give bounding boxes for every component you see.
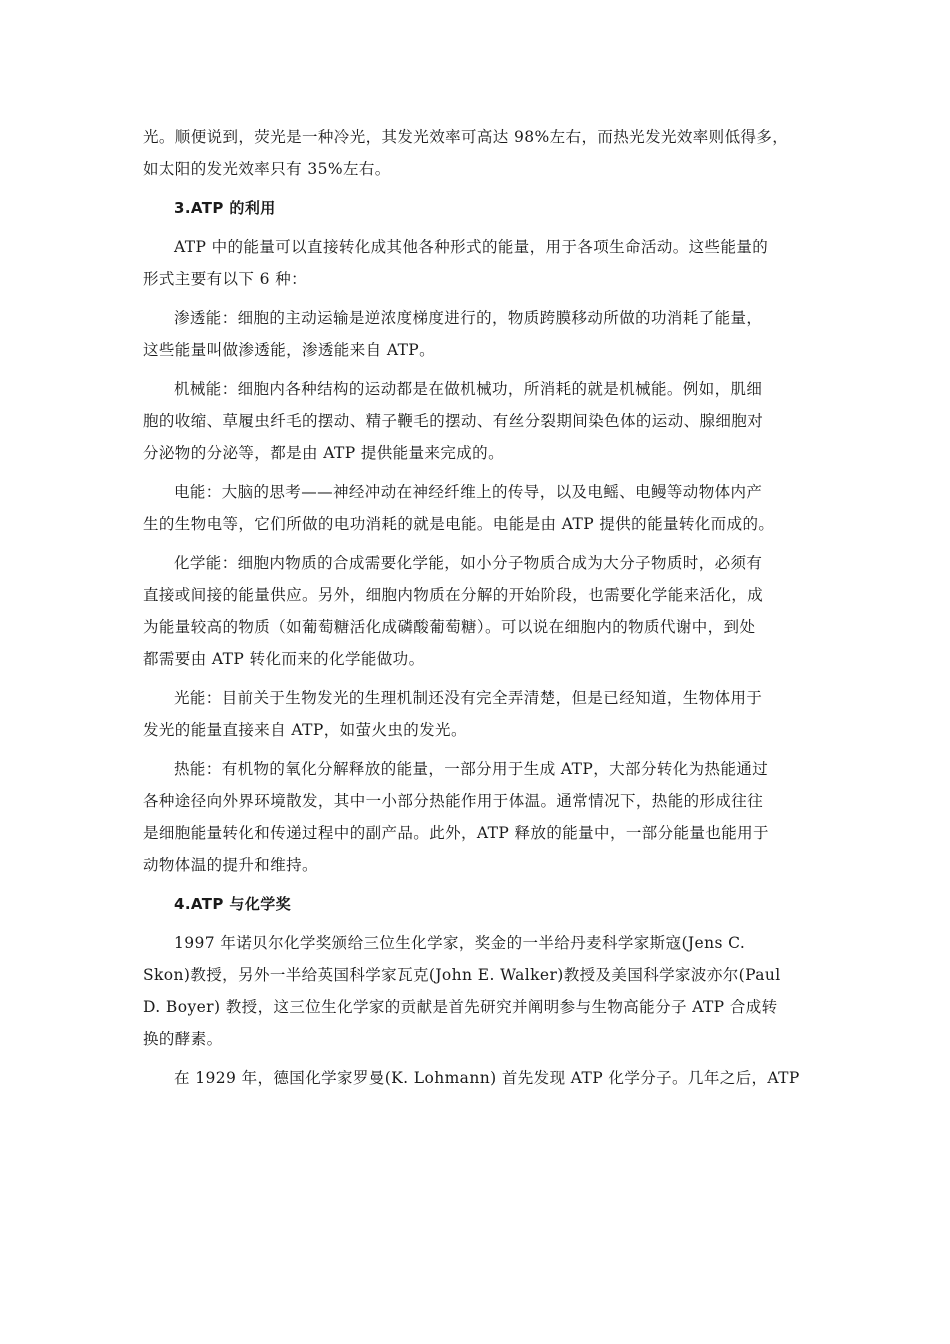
document-page (143, 121, 813, 1094)
paragraph (143, 373, 813, 469)
paragraph (143, 927, 813, 1055)
text-line: 如太阳的发光效率只有 35%左右。 (143, 160, 391, 178)
text-line: 为能量较高的物质（如葡萄糖活化成磷酸葡萄糖）。可以说在细胞内的物质代谢中，到处 (143, 618, 756, 636)
paragraph (143, 121, 813, 185)
text-line: 热能：有机物的氧化分解释放的能量，一部分用于生成 ATP，大部分转化为热能通过 (174, 760, 769, 778)
heading-text: 4.ATP 与化学奖 (174, 895, 292, 913)
text-line: 在 1929 年，德国化学家罗曼(K. Lohmann) 首先发现 ATP 化学分子。几年之后，ATP (174, 1069, 800, 1087)
text-line: ATP 中的能量可以直接转化成其他各种形式的能量，用于各项生命活动。这些能量的 (174, 238, 769, 256)
text-line: 胞的收缩、草履虫纤毛的摆动、精子鞭毛的摆动、有丝分裂期间染色体的运动、腺细胞对 (143, 412, 764, 430)
text-line: 都需要由 ATP 转化而来的化学能做功。 (143, 650, 425, 668)
paragraph (143, 476, 813, 540)
paragraph (143, 547, 813, 675)
text-line: 1997 年诺贝尔化学奖颁给三位生化学家，奖金的一半给丹麦科学家斯寇(Jens C. (174, 934, 746, 952)
heading-text: 3.ATP 的利用 (174, 199, 276, 217)
text-line: 直接或间接的能量供应。另外，细胞内物质在分解的开始阶段，也需要化学能来活化，成 (143, 586, 764, 604)
text-line: 渗透能：细胞的主动运输是逆浓度梯度进行的，物质跨膜移动所做的功消耗了能量， (174, 309, 763, 327)
text-line: 电能：大脑的思考——神经冲动在神经纤维上的传导，以及电鳐、电鳗等动物体内产 (174, 483, 763, 501)
section-heading (143, 888, 813, 920)
paragraph (143, 302, 813, 366)
text-line: 形式主要有以下 6 种： (143, 270, 308, 288)
text-line: 化学能：细胞内物质的合成需要化学能，如小分子物质合成为大分子物质时，必须有 (174, 554, 763, 572)
text-line: 机械能：细胞内各种结构的运动都是在做机械功，所消耗的就是机械能。例如，肌细 (174, 380, 763, 398)
text-line: 各种途径向外界环境散发，其中一小部分热能作用于体温。通常情况下，热能的形成往往 (143, 792, 764, 810)
text-line: 是细胞能量转化和传递过程中的副产品。此外，ATP 释放的能量中，一部分能量也能用于 (143, 824, 769, 842)
text-line: D. Boyer) 教授，这三位生化学家的贡献是首先研究并阐明参与生物高能分子 ATP 合成转 (143, 998, 778, 1016)
text-line: 发光的能量直接来自 ATP，如萤火虫的发光。 (143, 721, 467, 739)
text-line: 换的酵素。 (143, 1030, 223, 1048)
text-line: 分泌物的分泌等，都是由 ATP 提供能量来完成的。 (143, 444, 504, 462)
text-line: Skon)教授，另外一半给英国科学家瓦克(John E. Walker)教授及美国科学家波亦尔(Paul (143, 966, 781, 984)
text-line: 光能：目前关于生物发光的生理机制还没有完全弄清楚，但是已经知道，生物体用于 (174, 689, 763, 707)
text-line: 生的生物电等，它们所做的电功消耗的就是电能。电能是由 ATP 提供的能量转化而成的。 (143, 515, 775, 533)
paragraph (143, 231, 813, 295)
text-line: 光。顺便说到，荧光是一种冷光，其发光效率可高达 98%左右，而热光发光效率则低得多， (143, 128, 789, 146)
paragraph (143, 1062, 813, 1094)
paragraph (143, 753, 813, 881)
paragraph (143, 682, 813, 746)
section-heading (143, 192, 813, 224)
text-line: 这些能量叫做渗透能，渗透能来自 ATP。 (143, 341, 436, 359)
text-line: 动物体温的提升和维持。 (143, 856, 318, 874)
